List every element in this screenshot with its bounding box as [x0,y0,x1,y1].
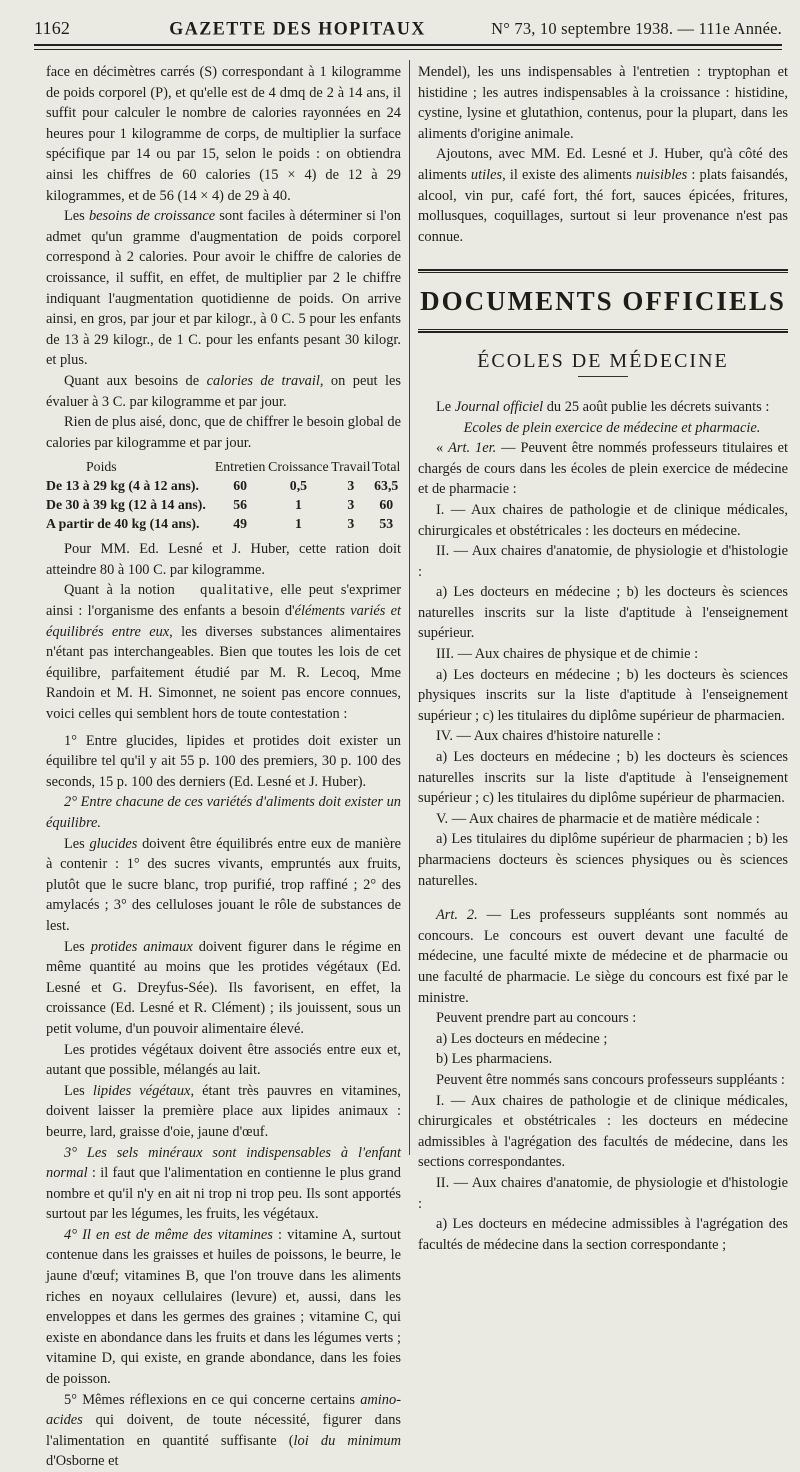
paragraph: 2° Entre chacune de ces variétés d'aliments doit exister un équilibre. [46,794,401,831]
table-cell: 49 [233,516,248,532]
paragraph: Les besoins de croissance sont faciles à déterminer si l'on admet qu'un gramme d'augmentation de poids corporel correspond à 2 calories. Pour avoir le chiffre de calories de croissance, il suffit, en effet, de multiplier par 2 le chiffre indiquant l'augmentation quotidienne de poids. On arrive ainsi, en gros, par jour et par kilogr., à 0 C. 5 pour les enfants de 13 à 29 kilogr., de 1 C. pour les enfants pesant 30 kilogr. et plus. [46,208,401,369]
paragraph: a) Les docteurs en médecine admissibles à l'agrégation des facultés de médecine dans la section correspondante ; [418,1216,788,1253]
table-row [46,514,401,533]
table-cell: 53 [379,516,394,532]
column-divider [409,60,410,1155]
table-cell: A partir de 40 kg (14 ans). [46,516,200,532]
table-header: Travail [331,459,371,475]
paragraph: face en décimètres carrés (S) correspondant à 1 kilogramme de poids corporel (P), et qu'elle est de 4 dmq de 2 à 14 ans, il suffit pour calculer le nombre de calories rayonnées en 24 heures pour 1 kilogramme de corps, de multiplier la surface spécifique par 14 ou par 15, selon le poids : on obtiendra ainsi les chiffres de 60 calories (15 × 4) de 12 à 29 kilogrammes, et de 56 (14 × 4) de 29 à 40. [46,64,401,204]
table-header: Entretien [214,459,266,475]
calorie-ratio-table [46,457,401,533]
section-title: DOCUMENTS OFFICIELS [420,286,786,317]
paragraph: III. — Aux chaires de physique et de chimie : [436,646,699,663]
paragraph: Pour MM. Ed. Lesné et J. Huber, cette ration doit atteindre 80 à 100 C. par kilogramme. [46,541,401,578]
right-column [418,62,788,1255]
paragraph: 4° Il en est de même des vitamines : vitamine A, surtout contenue dans les graisses et huiles de poissons, le beurre, le jaune d'œuf; vitamines B, que l'on trouve dans les aliments riches en noyaux cellulaires (levure) et, aussi, dans les enveloppes et dans les germes des graines ; vitamine C, qui existe en abondance dans les fruits et dans les légumes verts ; vitamine D, qui existe, en grande abondance, dans les foies de poisson. [46,1226,401,1388]
table-header: Poids [86,459,117,475]
table-cell: 60 [379,497,394,513]
paragraph: II. — Aux chaires d'anatomie, de physiologie et d'histologie : [418,543,788,580]
table-header: Croissance [268,459,329,475]
journal-title: GAZETTE DES HOPITAUX [169,17,426,39]
subsection-rule [578,376,628,377]
issue-info: N° 73, 10 septembre 1938. — 111e Année. [491,19,782,38]
section-rule-thin [418,329,788,330]
page-header [34,18,782,44]
header-rule-thick [34,44,782,46]
paragraph: 3° Les sels minéraux sont indispensables à l'enfant normal : il faut que l'alimentation en contienne le plus grand nombre et qu'il n'y en ait ni trop ni trop peu. Ils sont apportés surtout par les légumes, les fruits, les végétaux. [46,1144,401,1223]
paragraph: Les protides végétaux doivent être associés entre eux et, autant que possible, mélangés au lait. [46,1041,401,1079]
table-cell: 3 [347,497,355,513]
paragraph: IV. — Aux chaires d'histoire naturelle : [436,728,661,745]
paragraph: Peuvent prendre part au concours : [436,1010,637,1027]
paragraph: 5° Mêmes réflexions en ce qui concerne certains amino-acides qui doivent, de toute nécessité, figurer dans l'alimentation en quantité suffisante (loi du minimum d'Osborne et [46,1391,401,1470]
table-row [46,495,401,514]
section-rule-thick [418,269,788,271]
paragraph: Quant à la notion qualitative, elle peut s'exprimer ainsi : l'organisme des enfants a besoin d'éléments variés et équilibrés entre eux, les diverses substances alimentaires n'étant pas interchangeables. Bien que toutes les lois de cet équilibre, parfaitement étudié par M. R. Lecoq, Mme Randoin et M. H. Simonnet, ne soient pas encore connues, voici celles qui semblent hors de toute contestation : [46,582,401,723]
section-rule-thin [418,272,788,273]
table-cell: De 13 à 29 kg (4 à 12 ans). [46,478,199,494]
paragraph: I. — Aux chaires de pathologie et de clinique médicales, chirurgicales et obstétricales : les docteurs en médecine admissibles à l'agrégation des facultés de médecine, dans les sections correspondantes. [418,1092,788,1171]
header-rule-thin [34,49,782,50]
paragraph: 1° Entre glucides, lipides et protides doit exister un équilibre tel qu'il y ait 55 p. 100 des premiers, 30 p. 100 des seconds, 15 p. 100 des derniers (Ed. Lesné et J. Huber). [46,732,401,790]
paragraph: Les glucides doivent être équilibrés entre eux de manière à contenir : 1° des sucres vivants, empruntés aux fruits, plutôt que le sucre blanc, trop purifié, trop raffiné ; 2° des amylacés ; 3° des celluloses jouant le rôle de substances de lest. [46,835,401,934]
paragraph: Art. 2. — Les professeurs suppléants sont nommés au concours. Le concours est ouvert devant une faculté de médecine, une faculté mixte de médecine et de pharmacie ou une faculté de pharmacie. Le siège du concours est fixé par le ministre. [418,907,788,1006]
table-cell: 0,5 [289,478,308,494]
table-cell: De 30 à 39 kg (12 à 14 ans). [46,497,206,513]
table-cell: 1 [294,497,302,513]
table-cell: 3 [347,516,355,532]
table-header-row [46,457,401,476]
paragraph: « Art. 1er. — Peuvent être nommés professeurs titulaires et chargés de cours dans les écoles de plein exercice de médecine et de pharmacie : [418,440,788,498]
table-header: Total [372,459,401,475]
paragraph: Mendel), les uns indispensables à l'entretien : tryptophan et histidine ; les autres indispensables à la croissance : histidine, cystine, lysine et glutathion, contenus, pour la plupart, dans les aliments d'origine animale. [418,64,788,142]
paragraph: Peuvent être nommés sans concours professeurs suppléants : [436,1071,785,1088]
table-cell: 3 [347,478,355,494]
paragraph: a) Les docteurs en médecine ; [436,1030,608,1047]
table-row [46,476,401,495]
paragraph: I. — Aux chaires de pathologie et de clinique médicales, chirurgicales et obstétricales : les docteurs en médecine. [418,501,788,539]
paragraph: a) Les docteurs en médecine ; b) les docteurs ès sciences physiques inscrits sur la liste d'aptitude à l'enseignement supérieur ; c) les titulaires du diplôme supérieur de pharmacien. [418,666,788,724]
left-column [46,62,401,1472]
subsection-title: ÉCOLES DE MÉDECINE [477,350,729,373]
section-rule-thick [418,331,788,333]
table-cell: 60 [233,478,248,494]
paragraph: a) Les titulaires du diplôme supérieur de pharmacien ; b) les pharmaciens docteurs ès sciences physiques ou ès sciences naturelles. [418,831,788,889]
paragraph: b) Les pharmaciens. [436,1051,553,1068]
paragraph: II. — Aux chaires d'anatomie, de physiologie et d'histologie : [418,1174,788,1212]
paragraph: a) Les docteurs en médecine ; b) les docteurs ès sciences naturelles inscrits sur la liste d'aptitude à l'enseignement supérieur ; c) les titulaires du diplôme supérieur de pharmacien. [418,749,788,807]
table-cell: 56 [233,497,248,513]
paragraph: Quant aux besoins de calories de travail, on peut les évaluer à 3 C. par kilogramme et par jour. [46,372,402,410]
table-cell: 63,5 [374,478,399,494]
paragraph: Les protides animaux doivent figurer dans le régime en même quantité au moins que les protides végétaux (Ed. Lesné et G. Dreyfus-Sée). Ils favorisent, en effet, la croissance (Ed. Lesné et R. Clément) ; ils jouissent, sous un petit volume, d'un pouvoir alimentaire élevé. [46,938,401,1037]
paragraph: Le Journal officiel du 25 août publie les décrets suivants : [436,398,770,415]
table-cell: 1 [294,516,302,532]
paragraph: Rien de plus aisé, donc, que de chiffrer le besoin global de calories par kilogramme et par jour. [46,414,401,451]
page-number: 1162 [34,18,71,38]
paragraph: V. — Aux chaires de pharmacie et de matière médicale : [436,810,760,827]
decree-title: Ecoles de plein exercice de médecine et pharmacie. [463,419,761,436]
paragraph: Les lipides végétaux, étant très pauvres en vitamines, doivent laisser la première place aux lipides animaux : beurre, lard, graisse d'oie, jaune d'œuf. [46,1082,401,1140]
paragraph: Ajoutons, avec MM. Ed. Lesné et J. Huber, qu'à côté des aliments utiles, il existe des aliments nuisibles : plats faisandés, alcool, vin pur, café fort, thé fort, sauces épicées, fritures, mollusques, coquillages, surtout si leur provenance n'est pas connue. [418,146,788,245]
paragraph: a) Les docteurs en médecine ; b) les docteurs ès sciences naturelles inscrits sur la liste d'aptitude à l'enseignement supérieur. [418,584,788,642]
